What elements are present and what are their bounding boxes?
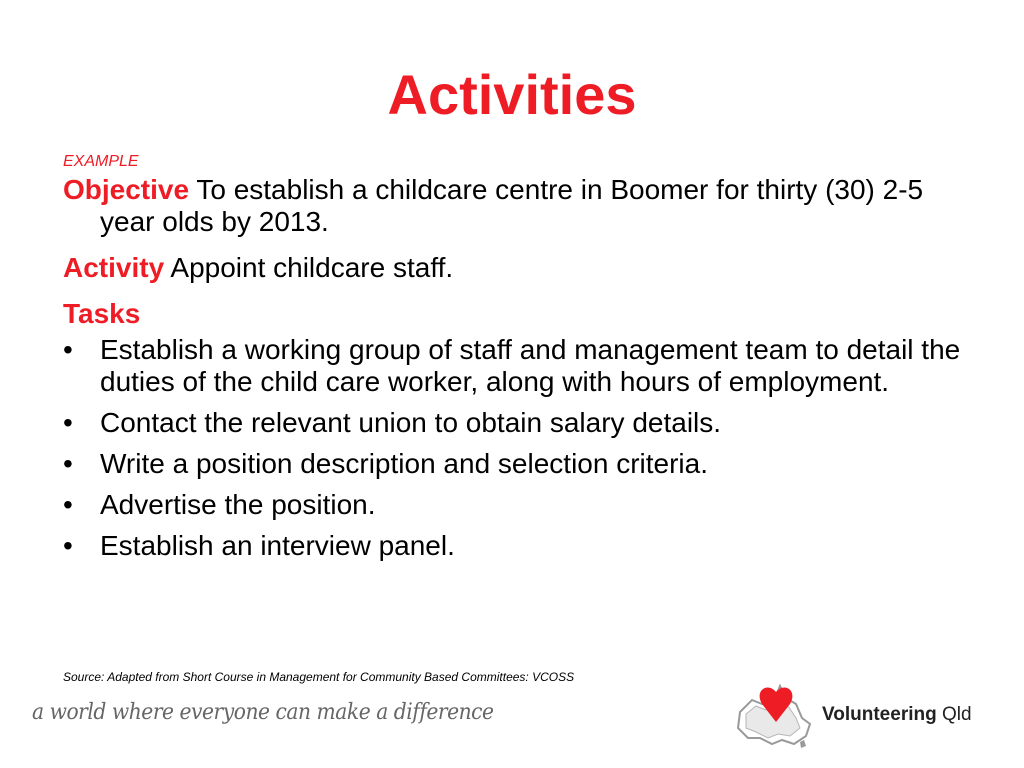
list-item (63, 407, 963, 439)
objective-paragraph (63, 174, 963, 238)
bullet: • (63, 530, 73, 561)
bullet: • (63, 489, 73, 520)
logo-wordmark (822, 704, 972, 726)
bullet: • (63, 407, 73, 438)
slide-title: Activities (387, 63, 637, 126)
source-citation: Source: Adapted from Short Course in Management for Community Based Committees: VCOSS (63, 670, 575, 684)
task-text: Establish a working group of staff and management team to detail the duties of the child care worker, along with hours of employment. (100, 334, 961, 397)
list-item (63, 489, 963, 521)
bullet: • (63, 448, 73, 479)
tagline: a world where everyone can make a difference (32, 700, 494, 725)
tasks-list (63, 334, 963, 562)
logo-name-regular: Qld (942, 704, 972, 725)
objective-label: Objective (63, 174, 190, 205)
australia-map-heart-icon (730, 678, 820, 758)
task-text: Contact the relevant union to obtain salary details. (100, 407, 722, 438)
slide-content (63, 152, 963, 571)
example-label: EXAMPLE (63, 153, 139, 170)
list-item (63, 448, 963, 480)
task-text: Advertise the position. (100, 489, 376, 520)
activity-text: Appoint childcare staff. (170, 252, 454, 283)
task-text: Write a position description and selection criteria. (100, 448, 709, 479)
bullet: • (63, 334, 73, 365)
objective-text: To establish a childcare centre in Boomer for thirty (30) 2-5 year olds by 2013. (100, 174, 924, 237)
volunteering-qld-logo (730, 678, 1000, 758)
task-text: Establish an interview panel. (100, 530, 455, 561)
logo-name-bold: Volunteering (822, 704, 937, 725)
activity-paragraph (63, 252, 963, 284)
list-item (63, 530, 963, 562)
list-item (63, 334, 963, 398)
tasks-heading: Tasks (63, 298, 141, 329)
activity-label: Activity (63, 252, 165, 283)
